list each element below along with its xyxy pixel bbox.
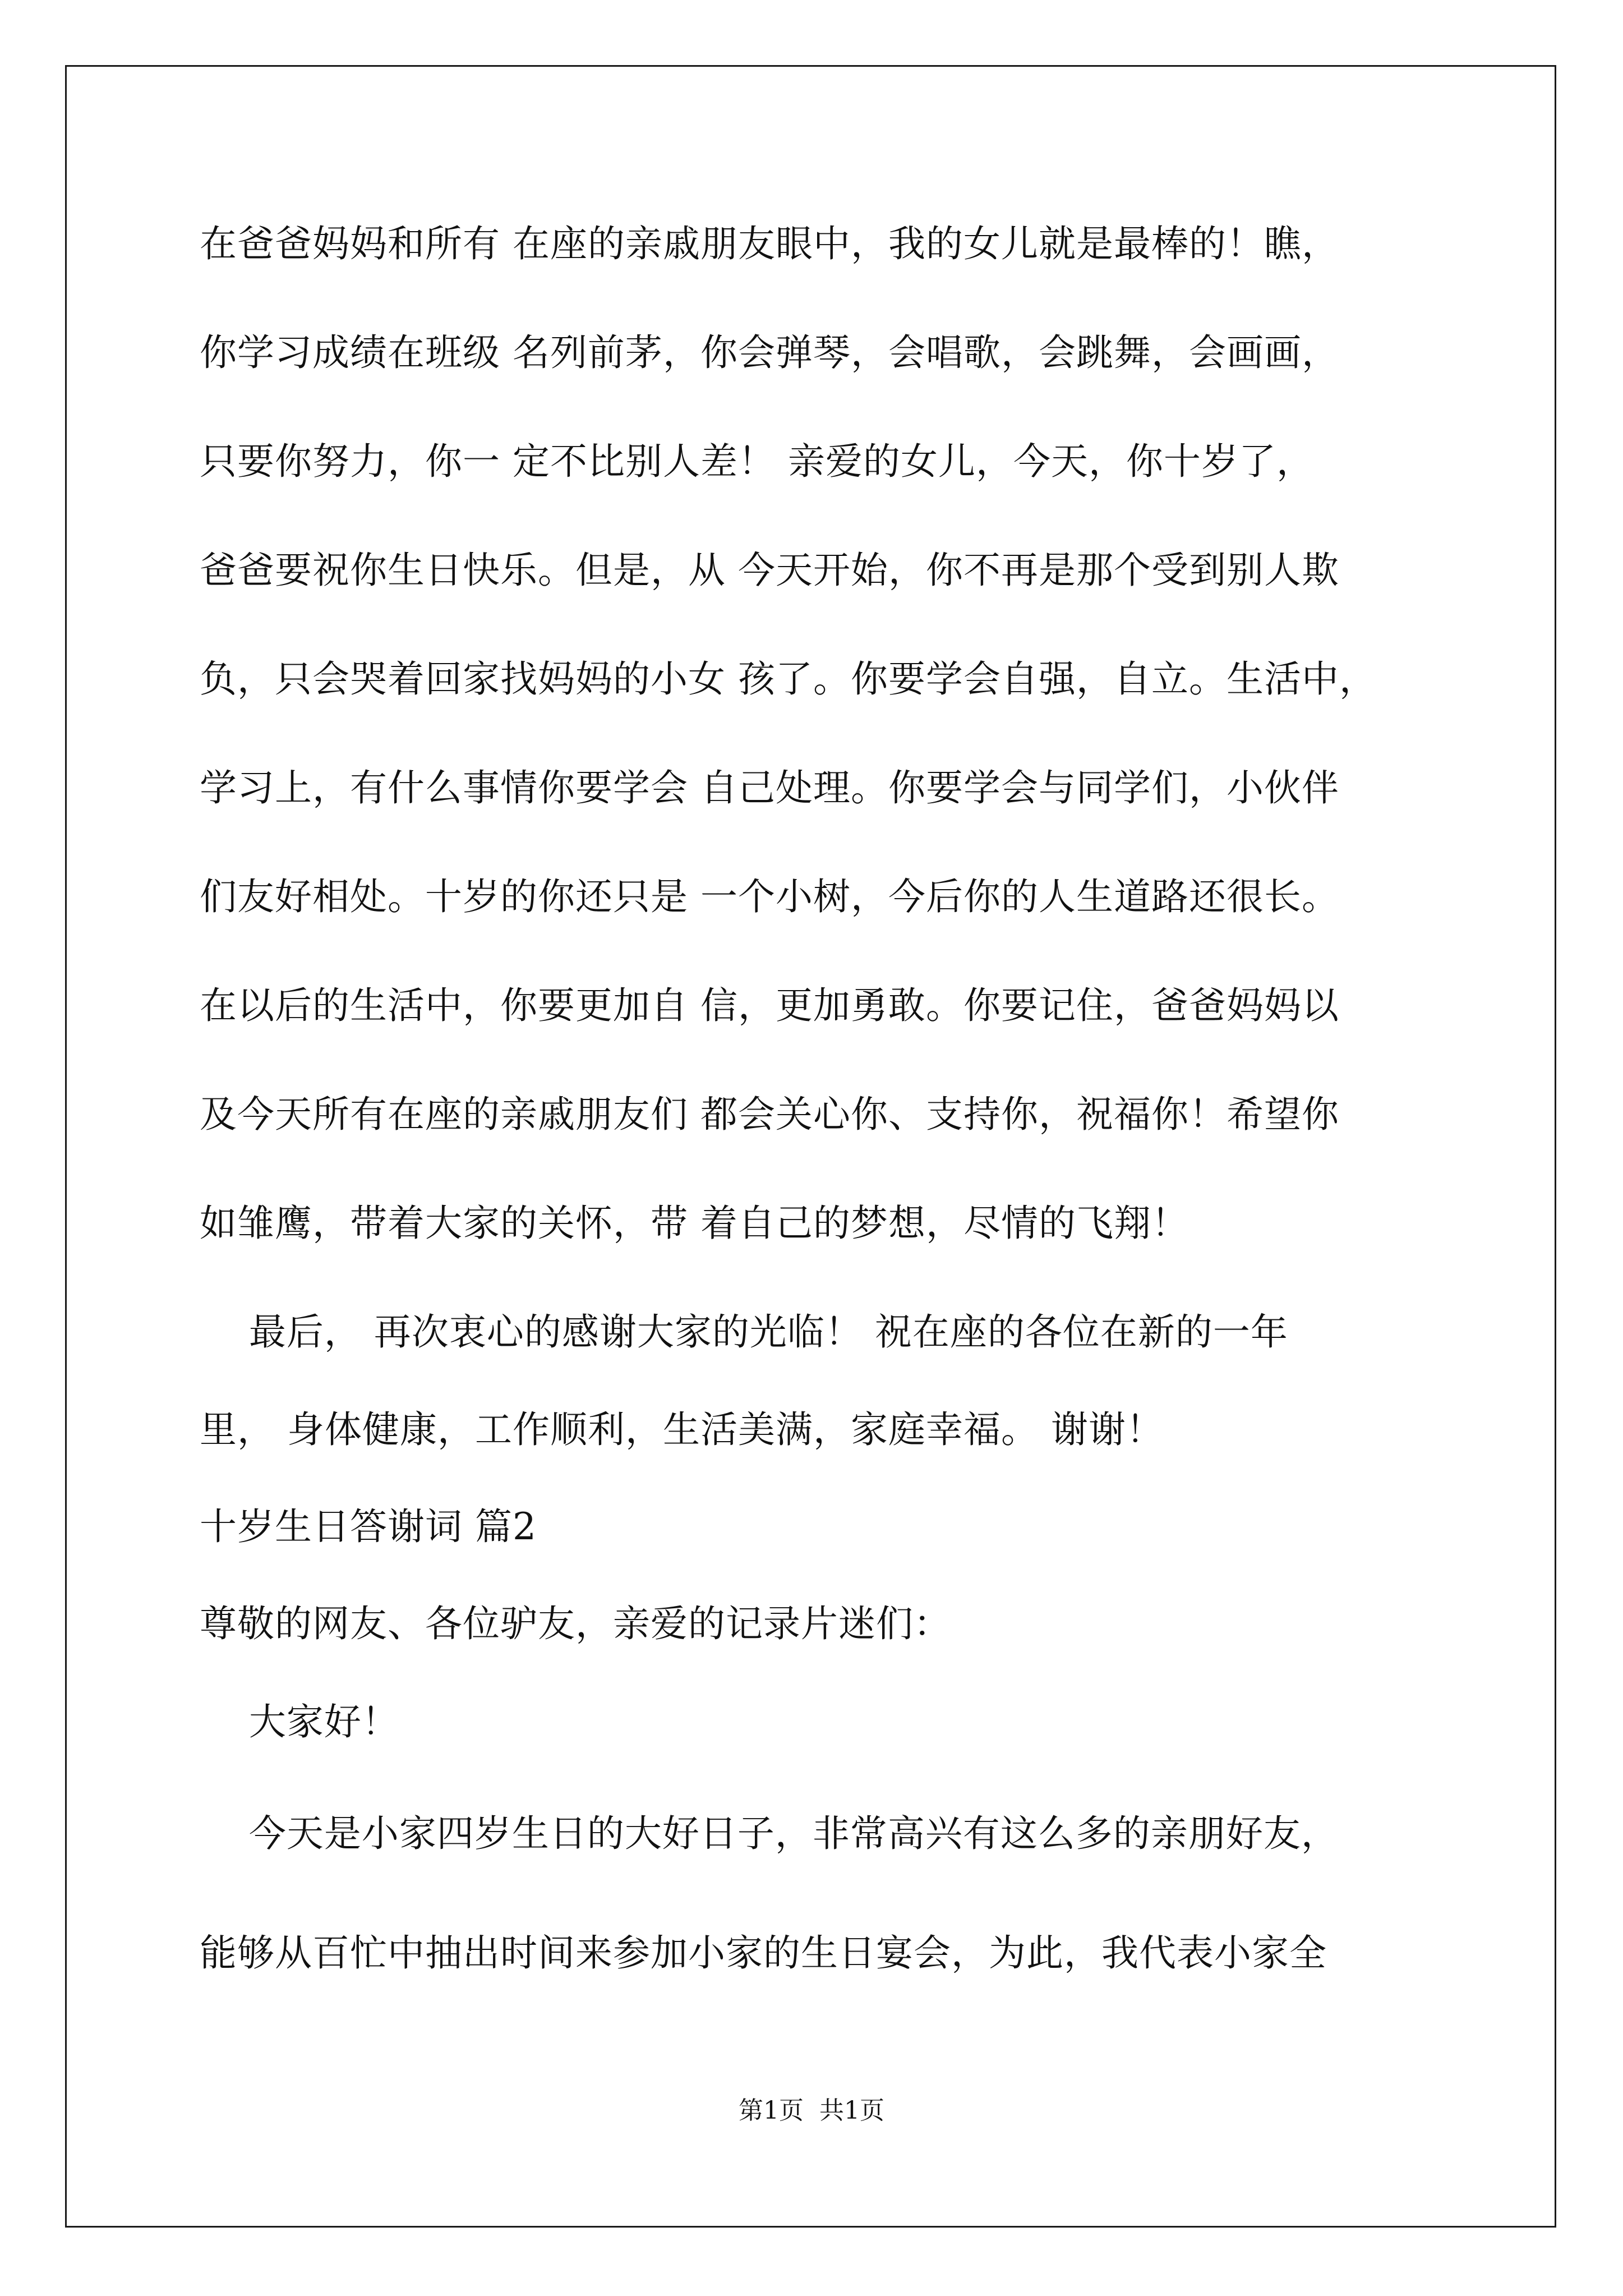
paragraph-line-6: 学习上，有什么事情你要学会 自己处理。你要学会与同学们，小伙伴 (200, 766, 1339, 809)
paragraph-line-10: 如雏鹰，带着大家的关怀，带 着自己的梦想，尽情的飞翔！ (200, 1202, 1189, 1245)
paragraph-line-3: 只要你努力，你一 定不比别人差！ 亲爱的女儿，今天，你十岁了， (200, 440, 1314, 483)
paragraph-line-7: 们友好相处。十岁的你还只是 一个小树，今后你的人生道路还很长。 (200, 875, 1339, 918)
paragraph-line-12: 里， 身体健康，工作顺利，生活美满，家庭幸福。 谢谢！ (200, 1408, 1164, 1451)
paragraph-line-1: 在爸爸妈妈和所有 在座的亲戚朋友眼中，我的女儿就是最棒的！瞧， (200, 222, 1339, 265)
paragraph-line-2: 你学习成绩在班级 名列前茅，你会弹琴，会唱歌，会跳舞，会画画， (200, 331, 1339, 374)
paragraph-line-17: 能够从百忙中抽出时间来参加小家的生日宴会，为此，我代表小家全 (200, 1931, 1327, 1975)
paragraph-line-16: 今天是小家四岁生日的大好日子，非常高兴有这么多的亲朋好友， (200, 1812, 1339, 1855)
paragraph-line-4: 爸爸要祝你生日快乐。但是，从 今天开始，你不再是那个受到别人欺 (200, 549, 1339, 592)
greeting-line: 大家好！ (200, 1700, 399, 1743)
paragraph-line-9: 及今天所有在座的亲戚朋友们 都会关心你、支持你，祝福你！希望你 (200, 1093, 1339, 1136)
page-footer: 第1页 共1页 (739, 2096, 884, 2125)
page-border (65, 65, 1556, 2228)
paragraph-line-11: 最后， 再次衷心的感谢大家的光临！ 祝在座的各位在新的一年 (200, 1310, 1288, 1354)
paragraph-line-5: 负，只会哭着回家找妈妈的小女 孩了。你要学会自强，自立。生活中， (200, 657, 1377, 701)
salutation-line: 尊敬的网友、各位驴友，亲爱的记录片迷们： (200, 1602, 951, 1645)
section-heading: 十岁生日答谢词 篇2 (200, 1505, 537, 1548)
paragraph-line-8: 在以后的生活中，你要更加自 信，更加勇敢。你要记住，爸爸妈妈以 (200, 984, 1339, 1027)
